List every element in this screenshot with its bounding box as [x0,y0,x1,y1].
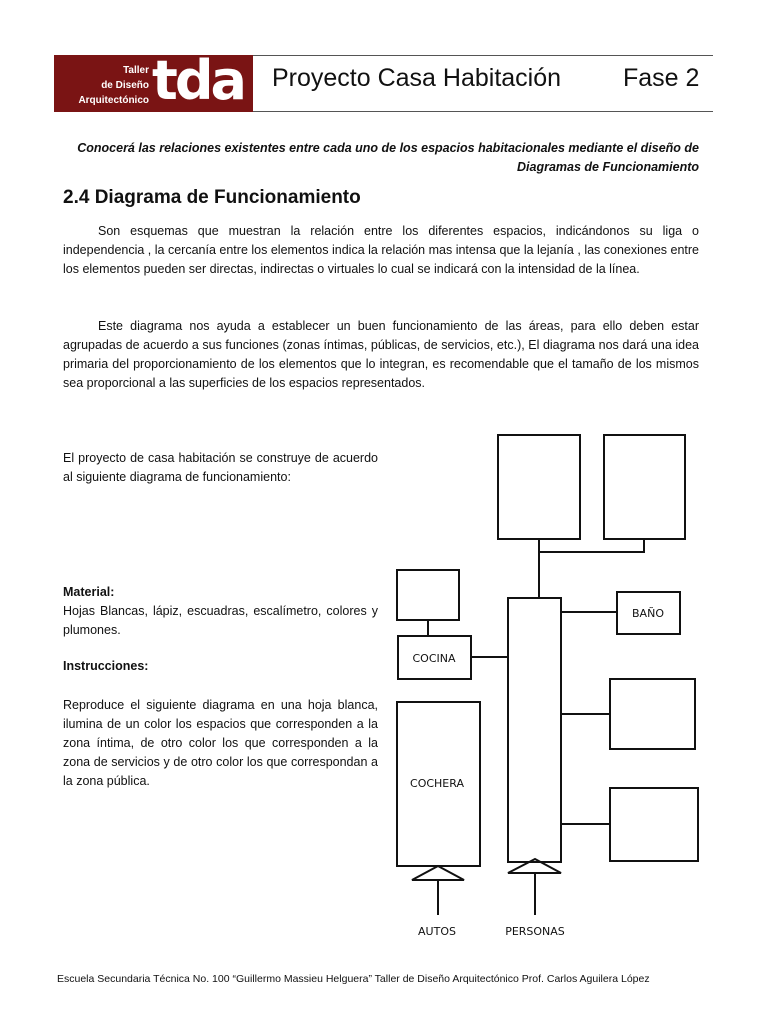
intro-text: El proyecto de casa habitación se construye de acuerdo al siguiente diagrama de funcionamiento: [63,451,378,484]
storage-space [397,570,459,620]
logo-line-2: de Diseño [101,80,149,91]
instructions-heading: Instrucciones: [63,659,149,673]
page-title: Proyecto Casa Habitación [272,64,562,92]
cochera-label: COCHERA [410,777,464,790]
autos-entry-arrow [412,866,464,880]
central-hall [508,598,561,862]
section-title: 2.4 Diagrama de Funcionamiento [63,187,361,208]
instructions-text: Reproduce el siguiente diagrama en una hoja blanca, ilumina de un color los espacios que corresponden a la zona íntima, de otro color los que corresponden a la zona de servicios y de otro color los que correspondan a la zona pública. [63,698,378,788]
material-text: Hojas Blancas, lápiz, escuadras, escalímetro, colores y plumones. [63,604,378,637]
cocina-label: COCINA [412,652,456,665]
top-connector [539,539,644,552]
autos-label: AUTOS [418,925,456,938]
top-left-space [498,435,580,539]
logo-line-3: Arquitectónico [78,95,149,106]
objective-subtitle: Conocerá las relaciones existentes entre cada uno de los espacios habitacionales mediante el diseño de Diagramas de Funcionamiento [77,141,699,174]
logo-mark: tda [152,49,244,112]
bano-label: BAÑO [632,607,664,620]
phase-label: Fase 2 [623,64,700,92]
paragraph-2: Este diagrama nos ayuda a establecer un buen funcionamiento de las áreas, para ello deben estar agrupadas de acuerdo a sus funciones (zonas íntimas, públicas, de servicios, etc.), El diagrama nos dará una idea primaria del proporcionamiento de los elementos que lo integran, es recomendable que el tamaño de los mismos sea proporcional a las superficies de los espacios representados. [63,319,699,390]
personas-label: PERSONAS [505,925,565,938]
logo-line-1: Taller [123,65,149,76]
right-room-1 [610,679,695,749]
page-footer: Escuela Secundaria Técnica No. 100 “Guillermo Massieu Helguera” Taller de Diseño Arquitectónico Prof. Carlos Aguilera López [57,973,650,985]
material-heading: Material: [63,585,115,599]
right-room-2 [610,788,698,861]
paragraph-1: Son esquemas que muestran la relación entre los diferentes espacios, indicándonos su liga o independencia , la cercanía entre los elementos indica la relación mas intensa que la lejanía , las conexiones entre los elementos pueden ser directas, indirectas o virtuales lo cual se indicará con la intensidad de la línea. [63,224,699,276]
top-right-space [604,435,685,539]
